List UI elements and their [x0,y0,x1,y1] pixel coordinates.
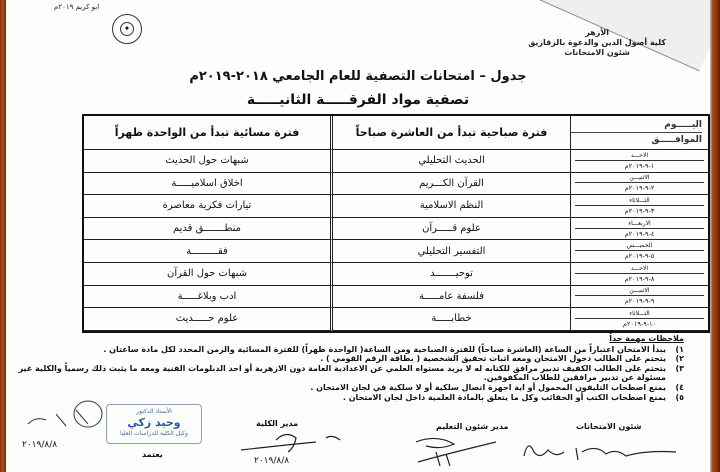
header-day: اليـــــوم [571,118,702,133]
day-date: ١-٩-٢٠١٩م [624,161,655,170]
morning-subject: فلسفة عامـــــة [330,286,570,309]
day-date: ٤-٩-٢٠١٩م [624,229,655,238]
evening-subject: فقـــــــــة [84,240,330,263]
day-date: ٨-٩-٢٠١٩م [624,274,655,283]
day-name: الاثنيـــن [575,173,704,183]
stamp-role: وكيل الكلية للدراسات العليا [120,430,188,437]
approve-label: يعتمد [142,450,163,459]
day-date: ١٠-٩-٢٠١٩م [622,319,657,328]
table-row-day [570,240,708,263]
table-row-day [570,263,708,286]
day-name: الاحـــد [575,151,704,161]
notes-title: ملاحظات مهمة جداً [609,334,684,343]
important-notes [14,334,684,402]
education-director-label: مدير شئون التعليم [436,422,509,431]
note-number: ٣) [675,363,684,373]
background-right-edge [710,0,720,472]
exam-schedule-table [82,114,710,333]
stamp-name: وحيد زكي [127,416,181,429]
dean-signature [236,428,346,454]
institution-header [528,28,666,58]
document-page [6,0,710,472]
handwritten-date: ٢٠١٩/٨/٨ [22,440,58,450]
morning-subject: خطابـــــة [330,308,570,331]
day-date: ٢-٩-٢٠١٩م [624,184,655,193]
day-date: ٥-٩-٢٠١٩م [624,252,655,261]
evening-subject: منطـــــــق قديم [84,218,330,241]
institution-line-2: كلية أصول الدين والدعوة بالزقازيق [528,38,666,47]
dean-signature-date: ٢٠١٩/٨/٨ [254,456,290,466]
day-date: ٣-٩-٢٠١٩م [624,206,655,215]
note-item [14,354,684,364]
note-number: ٥) [675,392,684,402]
exams-affairs-signature [516,434,686,466]
stamp-title: الأستاذ الدكتور [136,408,172,415]
day-name: الاثنيـــن [575,286,704,296]
day-name: الاحـــد [575,264,704,274]
note-text: يبدأ الامتحان اعتباراً من الساعة (العاشرة صباحاً) للفترة الصباحية ومن الساعة( الواحدة ظهراً) للفترة المسائية والزمن المحدد لكل مادة ساعتان . [103,344,666,354]
evening-subject: اخلاق اسلاميـــــة [84,173,330,196]
morning-subject: النظم الاسلامية [330,195,570,218]
morning-subject: علوم قـــــرآن [330,218,570,241]
corner-note: ابو كريم ٢٠١٩م [54,3,100,11]
table-row-day [570,218,708,241]
table-row-day [570,286,708,309]
document-subtitle: تصفية مواد الفرقـــــة الثانيـــــة [246,92,470,108]
morning-subject: التفسير التحليلي [330,240,570,263]
header-evening: فترة مسائية تبدأ من الواحدة ظهراً [84,116,330,150]
table-row-day [570,150,708,173]
note-number: ٤) [675,382,684,392]
institution-line-3: شئون الامتحانات [564,48,630,57]
note-text: يمنع اصطحاب الكتب أو الحقائب وكل ما يتعلق بالمادة العلمية داخل لجان الامتحان . [342,392,666,402]
evening-subject: ادب وبلاغـــــة [84,286,330,309]
education-director-signature [406,432,526,470]
header-morning: فترة صباحية تبدأ من العاشرة صباحاً [330,116,570,150]
table-row-day [570,173,708,196]
institution-line-1: الأزهر [585,28,610,37]
note-number: ٢) [675,354,684,364]
evening-subject: شبهات حول الحديث [84,150,330,173]
note-item [14,364,684,383]
note-item [14,383,684,393]
header-day-date [570,116,708,150]
day-name: الثـــلاثاء [575,309,704,319]
document-title: جدول – امتحانات التصفية للعام الجامعي ٢٠١٨-٢٠١٩م [189,69,527,84]
day-name: الخميـــس [575,241,704,251]
morning-subject: الحديث التحليلي [330,150,570,173]
morning-subject: توحيـــــــد [330,263,570,286]
evening-subject: شبهات حول القرآن [84,263,330,286]
handwritten-date-signature [16,398,106,428]
official-stamp [106,404,202,444]
note-item [14,393,684,403]
evening-subject: علوم حـــــديث [84,308,330,331]
note-text: يمنع اصطحاب التليفون المحمول أو اية اجهزة اتصال سلكية أو لا سلكية في لجان الامتحان . [310,382,666,392]
day-date: ٩-٩-٢٠١٩م [624,297,655,306]
notes-list [14,345,684,403]
day-name: الاربعـــاء [575,219,704,229]
day-name: الثـــلاثاء [575,196,704,206]
table-row-day [570,308,708,331]
exams-affairs-label: شئون الامتحانات [576,422,642,431]
university-logo-icon [112,14,142,44]
note-text: يتحتم على الطالب دخول الامتحان ومعه اثبات تحقيق الشخصية ( بطاقة الرقم القومي ) . [320,354,666,364]
table-row-day [570,195,708,218]
dean-director-label: مدير الكلية [256,419,299,428]
logo-emblem: ✦ [120,22,134,36]
note-text: يتحتم على الطالب الكفيف تدبير مرافق للكتابه له لا يزيد مستواه العلمي عن الاعدادية العامة دون الازهرية أو احد الدبلومات الفنية ومعه ما يثبت ذلك رسمياً والكلية غير مسئولة عن تدبير مرافقين للطلاب المكفوفين. [18,363,666,383]
evening-subject: تيارات فكرية معاصرة [84,195,330,218]
header-date: الموافـــــق [651,135,702,145]
note-number: ١) [675,344,684,354]
note-item [14,345,684,355]
morning-subject: القرآن الكـــريم [330,173,570,196]
